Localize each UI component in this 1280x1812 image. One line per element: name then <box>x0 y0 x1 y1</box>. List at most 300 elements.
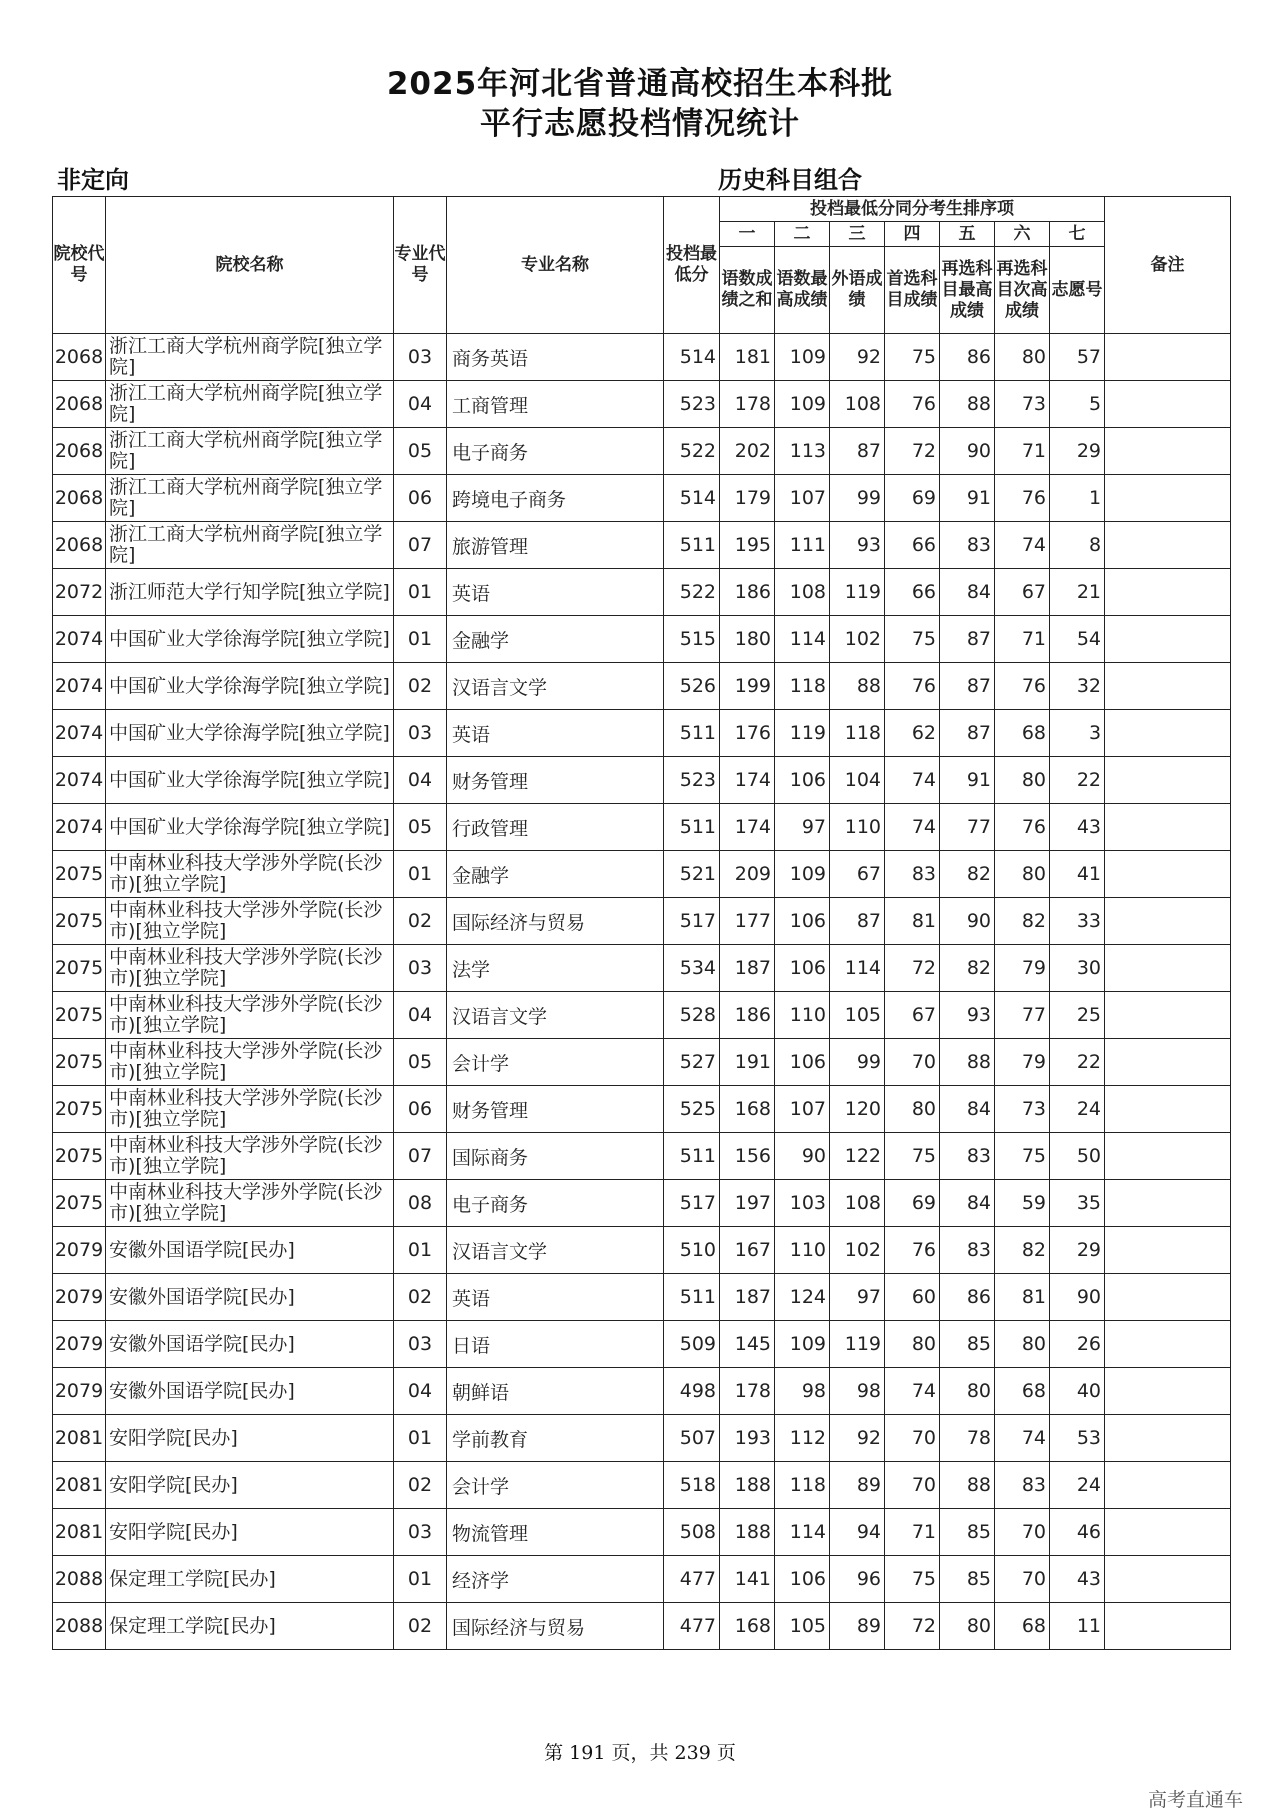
school-name-cell: 中南林业科技大学涉外学院(长沙市)[独立学院] <box>106 851 394 898</box>
major-name-cell: 物流管理 <box>447 1509 664 1556</box>
major-name-cell: 商务英语 <box>447 334 664 381</box>
table-row <box>53 710 1231 757</box>
preference-number-cell: 3 <box>1050 710 1105 757</box>
school-code-cell: 2075 <box>53 898 106 945</box>
tie-score-cell: 99 <box>830 475 885 522</box>
school-code-cell: 2074 <box>53 616 106 663</box>
major-code-cell: 03 <box>394 334 447 381</box>
school-name-cell: 安徽外国语学院[民办] <box>106 1274 394 1321</box>
remark-cell <box>1105 1133 1231 1180</box>
tie-score-cell: 88 <box>940 381 995 428</box>
tie-score-cell: 80 <box>995 334 1050 381</box>
major-name-cell: 财务管理 <box>447 1086 664 1133</box>
tie-score-cell: 88 <box>830 663 885 710</box>
tie-score-cell: 178 <box>720 1368 775 1415</box>
tie-score-cell: 109 <box>775 851 830 898</box>
remark-cell <box>1105 945 1231 992</box>
tie-score-cell: 108 <box>830 381 885 428</box>
school-name-cell: 安阳学院[民办] <box>106 1415 394 1462</box>
tie-score-cell: 188 <box>720 1509 775 1556</box>
tie-score-cell: 102 <box>830 616 885 663</box>
tie-score-cell: 106 <box>775 945 830 992</box>
header-tie-number: 七 <box>1050 222 1105 247</box>
page-title: 2025年河北省普通高校招生本科批 <box>386 66 894 102</box>
tie-score-cell: 71 <box>885 1509 940 1556</box>
tie-score-cell: 124 <box>775 1274 830 1321</box>
tie-score-cell: 79 <box>995 1039 1050 1086</box>
school-name-cell: 中国矿业大学徐海学院[独立学院] <box>106 663 394 710</box>
header-school-code: 院校代号 <box>53 197 106 334</box>
major-name-cell: 日语 <box>447 1321 664 1368</box>
tie-score-cell: 92 <box>830 334 885 381</box>
preference-number-cell: 11 <box>1050 1603 1105 1650</box>
table-row <box>53 992 1231 1039</box>
tie-score-cell: 174 <box>720 804 775 851</box>
min-score-cell: 508 <box>664 1509 720 1556</box>
table-row <box>53 804 1231 851</box>
watermark: 高考直通车 <box>1148 1789 1244 1811</box>
remark-cell <box>1105 663 1231 710</box>
school-name-cell: 中国矿业大学徐海学院[独立学院] <box>106 616 394 663</box>
major-code-cell: 03 <box>394 1321 447 1368</box>
table-row <box>53 1603 1231 1650</box>
tie-score-cell: 68 <box>995 1368 1050 1415</box>
major-name-cell: 学前教育 <box>447 1415 664 1462</box>
tie-score-cell: 75 <box>885 616 940 663</box>
header-min-score: 投档最低分 <box>664 197 720 334</box>
major-code-cell: 01 <box>394 1556 447 1603</box>
major-code-cell: 05 <box>394 804 447 851</box>
tie-score-cell: 107 <box>775 475 830 522</box>
tie-score-cell: 83 <box>940 522 995 569</box>
school-code-cell: 2074 <box>53 663 106 710</box>
preference-number-cell: 53 <box>1050 1415 1105 1462</box>
preference-number-cell: 33 <box>1050 898 1105 945</box>
school-name-cell: 中南林业科技大学涉外学院(长沙市)[独立学院] <box>106 898 394 945</box>
major-code-cell: 05 <box>394 428 447 475</box>
school-code-cell: 2074 <box>53 804 106 851</box>
school-code-cell: 2079 <box>53 1321 106 1368</box>
tie-score-cell: 93 <box>830 522 885 569</box>
tie-score-cell: 87 <box>940 710 995 757</box>
school-code-cell: 2072 <box>53 569 106 616</box>
preference-number-cell: 90 <box>1050 1274 1105 1321</box>
admission-table <box>52 196 1231 1650</box>
header-school-name: 院校名称 <box>106 197 394 334</box>
table-row <box>53 1462 1231 1509</box>
tie-score-cell: 85 <box>940 1556 995 1603</box>
preference-number-cell: 22 <box>1050 757 1105 804</box>
page-number: 第 191 页，共 239 页 <box>544 1742 736 1764</box>
major-name-cell: 英语 <box>447 710 664 757</box>
header-tie-number: 四 <box>885 222 940 247</box>
table-row <box>53 569 1231 616</box>
school-name-cell: 安徽外国语学院[民办] <box>106 1368 394 1415</box>
tie-score-cell: 119 <box>775 710 830 757</box>
major-name-cell: 行政管理 <box>447 804 664 851</box>
min-score-cell: 477 <box>664 1556 720 1603</box>
preference-number-cell: 57 <box>1050 334 1105 381</box>
tie-score-cell: 122 <box>830 1133 885 1180</box>
remark-cell <box>1105 1509 1231 1556</box>
school-name-cell: 中国矿业大学徐海学院[独立学院] <box>106 804 394 851</box>
remark-cell <box>1105 1180 1231 1227</box>
school-code-cell: 2075 <box>53 1039 106 1086</box>
tie-score-cell: 80 <box>995 851 1050 898</box>
table-row <box>53 1133 1231 1180</box>
tie-score-cell: 87 <box>940 663 995 710</box>
school-code-cell: 2081 <box>53 1462 106 1509</box>
school-code-cell: 2068 <box>53 381 106 428</box>
preference-number-cell: 43 <box>1050 1556 1105 1603</box>
tie-score-cell: 72 <box>885 428 940 475</box>
min-score-cell: 514 <box>664 475 720 522</box>
min-score-cell: 525 <box>664 1086 720 1133</box>
school-code-cell: 2074 <box>53 757 106 804</box>
tie-score-cell: 69 <box>885 1180 940 1227</box>
major-code-cell: 04 <box>394 757 447 804</box>
tie-score-cell: 70 <box>885 1415 940 1462</box>
tie-score-cell: 67 <box>885 992 940 1039</box>
min-score-cell: 522 <box>664 428 720 475</box>
major-name-cell: 朝鲜语 <box>447 1368 664 1415</box>
major-name-cell: 会计学 <box>447 1039 664 1086</box>
tie-score-cell: 197 <box>720 1180 775 1227</box>
tie-score-cell: 177 <box>720 898 775 945</box>
min-score-cell: 515 <box>664 616 720 663</box>
remark-cell <box>1105 1227 1231 1274</box>
school-code-cell: 2075 <box>53 1133 106 1180</box>
remark-cell <box>1105 710 1231 757</box>
header-tie-item: 语数成绩之和 <box>720 247 775 334</box>
tie-score-cell: 105 <box>775 1603 830 1650</box>
tie-score-cell: 74 <box>995 1415 1050 1462</box>
school-name-cell: 中国矿业大学徐海学院[独立学院] <box>106 757 394 804</box>
remark-cell <box>1105 757 1231 804</box>
table-row <box>53 898 1231 945</box>
tie-score-cell: 82 <box>940 851 995 898</box>
table-row <box>53 428 1231 475</box>
tie-score-cell: 80 <box>940 1368 995 1415</box>
school-name-cell: 浙江工商大学杭州商学院[独立学院] <box>106 522 394 569</box>
tie-score-cell: 108 <box>830 1180 885 1227</box>
tie-score-cell: 70 <box>885 1462 940 1509</box>
header-tie-number: 五 <box>940 222 995 247</box>
tie-score-cell: 80 <box>940 1603 995 1650</box>
remark-cell <box>1105 334 1231 381</box>
major-name-cell: 金融学 <box>447 616 664 663</box>
tie-score-cell: 112 <box>775 1415 830 1462</box>
header-tie-number: 六 <box>995 222 1050 247</box>
min-score-cell: 511 <box>664 522 720 569</box>
tie-score-cell: 195 <box>720 522 775 569</box>
min-score-cell: 523 <box>664 757 720 804</box>
tie-score-cell: 87 <box>830 898 885 945</box>
preference-number-cell: 32 <box>1050 663 1105 710</box>
min-score-cell: 518 <box>664 1462 720 1509</box>
preference-number-cell: 1 <box>1050 475 1105 522</box>
tie-score-cell: 77 <box>995 992 1050 1039</box>
tie-score-cell: 77 <box>940 804 995 851</box>
tie-score-cell: 104 <box>830 757 885 804</box>
header-tie-item: 首选科目成绩 <box>885 247 940 334</box>
preference-number-cell: 43 <box>1050 804 1105 851</box>
min-score-cell: 511 <box>664 1274 720 1321</box>
tie-score-cell: 83 <box>885 851 940 898</box>
table-row <box>53 1227 1231 1274</box>
tie-score-cell: 68 <box>995 710 1050 757</box>
table-row <box>53 1415 1231 1462</box>
tie-score-cell: 110 <box>775 1227 830 1274</box>
min-score-cell: 477 <box>664 1603 720 1650</box>
tie-score-cell: 119 <box>830 569 885 616</box>
header-remark: 备注 <box>1105 197 1231 334</box>
preference-number-cell: 35 <box>1050 1180 1105 1227</box>
remark-cell <box>1105 569 1231 616</box>
major-name-cell: 电子商务 <box>447 428 664 475</box>
header-tie-number: 二 <box>775 222 830 247</box>
tie-score-cell: 59 <box>995 1180 1050 1227</box>
tie-score-cell: 91 <box>940 475 995 522</box>
table-row <box>53 475 1231 522</box>
school-code-cell: 2075 <box>53 851 106 898</box>
preference-number-cell: 29 <box>1050 428 1105 475</box>
tie-score-cell: 66 <box>885 522 940 569</box>
tie-score-cell: 73 <box>995 381 1050 428</box>
tie-score-cell: 84 <box>940 569 995 616</box>
tie-score-cell: 69 <box>885 475 940 522</box>
tie-score-cell: 87 <box>830 428 885 475</box>
tie-score-cell: 199 <box>720 663 775 710</box>
school-code-cell: 2075 <box>53 992 106 1039</box>
tie-score-cell: 90 <box>940 428 995 475</box>
tie-score-cell: 67 <box>995 569 1050 616</box>
preference-number-cell: 24 <box>1050 1462 1105 1509</box>
tie-score-cell: 75 <box>885 1556 940 1603</box>
tie-score-cell: 88 <box>940 1039 995 1086</box>
table-row <box>53 663 1231 710</box>
tie-score-cell: 60 <box>885 1274 940 1321</box>
tie-score-cell: 67 <box>830 851 885 898</box>
tie-score-cell: 82 <box>940 945 995 992</box>
school-code-cell: 2075 <box>53 945 106 992</box>
tie-score-cell: 103 <box>775 1180 830 1227</box>
tie-score-cell: 88 <box>940 1462 995 1509</box>
school-code-cell: 2079 <box>53 1274 106 1321</box>
tie-score-cell: 91 <box>940 757 995 804</box>
min-score-cell: 514 <box>664 334 720 381</box>
remark-cell <box>1105 1556 1231 1603</box>
tie-score-cell: 92 <box>830 1415 885 1462</box>
school-name-cell: 保定理工学院[民办] <box>106 1603 394 1650</box>
header-major-code: 专业代号 <box>394 197 447 334</box>
school-name-cell: 中南林业科技大学涉外学院(长沙市)[独立学院] <box>106 945 394 992</box>
tie-score-cell: 70 <box>995 1509 1050 1556</box>
tie-score-cell: 68 <box>995 1603 1050 1650</box>
min-score-cell: 511 <box>664 1133 720 1180</box>
tie-score-cell: 80 <box>995 1321 1050 1368</box>
tie-score-cell: 81 <box>885 898 940 945</box>
tie-score-cell: 75 <box>995 1133 1050 1180</box>
tie-score-cell: 118 <box>775 1462 830 1509</box>
tie-score-cell: 109 <box>775 381 830 428</box>
tie-score-cell: 168 <box>720 1086 775 1133</box>
min-score-cell: 509 <box>664 1321 720 1368</box>
tie-score-cell: 75 <box>885 1133 940 1180</box>
tie-score-cell: 96 <box>830 1556 885 1603</box>
tie-score-cell: 74 <box>885 1368 940 1415</box>
remark-cell <box>1105 1321 1231 1368</box>
remark-cell <box>1105 804 1231 851</box>
tie-score-cell: 145 <box>720 1321 775 1368</box>
remark-cell <box>1105 381 1231 428</box>
preference-number-cell: 21 <box>1050 569 1105 616</box>
tie-score-cell: 102 <box>830 1227 885 1274</box>
tie-score-cell: 72 <box>885 1603 940 1650</box>
table-row <box>53 1039 1231 1086</box>
preference-number-cell: 41 <box>1050 851 1105 898</box>
school-code-cell: 2068 <box>53 334 106 381</box>
header-major-name: 专业名称 <box>447 197 664 334</box>
major-code-cell: 01 <box>394 1227 447 1274</box>
tie-score-cell: 74 <box>885 757 940 804</box>
tie-score-cell: 80 <box>885 1321 940 1368</box>
major-name-cell: 汉语言文学 <box>447 663 664 710</box>
major-name-cell: 工商管理 <box>447 381 664 428</box>
header-tie-number: 三 <box>830 222 885 247</box>
remark-cell <box>1105 1368 1231 1415</box>
school-code-cell: 2081 <box>53 1415 106 1462</box>
major-code-cell: 04 <box>394 381 447 428</box>
tie-score-cell: 209 <box>720 851 775 898</box>
preference-number-cell: 5 <box>1050 381 1105 428</box>
tie-score-cell: 107 <box>775 1086 830 1133</box>
tie-score-cell: 168 <box>720 1603 775 1650</box>
tie-score-cell: 109 <box>775 334 830 381</box>
major-code-cell: 06 <box>394 475 447 522</box>
tie-score-cell: 180 <box>720 616 775 663</box>
tie-score-cell: 119 <box>830 1321 885 1368</box>
preference-number-cell: 22 <box>1050 1039 1105 1086</box>
header-tie-item: 志愿号 <box>1050 247 1105 334</box>
tie-score-cell: 85 <box>940 1321 995 1368</box>
tie-score-cell: 187 <box>720 945 775 992</box>
remark-cell <box>1105 1415 1231 1462</box>
school-name-cell: 安徽外国语学院[民办] <box>106 1227 394 1274</box>
remark-cell <box>1105 898 1231 945</box>
major-code-cell: 08 <box>394 1180 447 1227</box>
major-code-cell: 03 <box>394 945 447 992</box>
min-score-cell: 521 <box>664 851 720 898</box>
tie-score-cell: 89 <box>830 1462 885 1509</box>
major-code-cell: 02 <box>394 663 447 710</box>
major-name-cell: 国际商务 <box>447 1133 664 1180</box>
table-row <box>53 757 1231 804</box>
table-row <box>53 1274 1231 1321</box>
school-code-cell: 2068 <box>53 428 106 475</box>
remark-cell <box>1105 992 1231 1039</box>
tie-score-cell: 106 <box>775 757 830 804</box>
major-name-cell: 英语 <box>447 1274 664 1321</box>
min-score-cell: 528 <box>664 992 720 1039</box>
major-name-cell: 会计学 <box>447 1462 664 1509</box>
school-name-cell: 浙江工商大学杭州商学院[独立学院] <box>106 428 394 475</box>
major-code-cell: 02 <box>394 1274 447 1321</box>
tie-score-cell: 178 <box>720 381 775 428</box>
major-code-cell: 03 <box>394 710 447 757</box>
tie-score-cell: 94 <box>830 1509 885 1556</box>
tie-score-cell: 82 <box>995 898 1050 945</box>
major-name-cell: 汉语言文学 <box>447 992 664 1039</box>
tie-score-cell: 141 <box>720 1556 775 1603</box>
major-name-cell: 金融学 <box>447 851 664 898</box>
min-score-cell: 527 <box>664 1039 720 1086</box>
remark-cell <box>1105 428 1231 475</box>
tie-score-cell: 114 <box>830 945 885 992</box>
school-name-cell: 安徽外国语学院[民办] <box>106 1321 394 1368</box>
tie-score-cell: 114 <box>775 616 830 663</box>
major-code-cell: 01 <box>394 851 447 898</box>
school-name-cell: 浙江工商大学杭州商学院[独立学院] <box>106 381 394 428</box>
school-code-cell: 2075 <box>53 1180 106 1227</box>
tie-score-cell: 71 <box>995 616 1050 663</box>
tie-score-cell: 113 <box>775 428 830 475</box>
tie-score-cell: 186 <box>720 569 775 616</box>
tie-score-cell: 97 <box>775 804 830 851</box>
table-row <box>53 522 1231 569</box>
tie-score-cell: 202 <box>720 428 775 475</box>
header-tie-number: 一 <box>720 222 775 247</box>
header-tie-item: 语数最高成绩 <box>775 247 830 334</box>
school-name-cell: 浙江工商大学杭州商学院[独立学院] <box>106 334 394 381</box>
tie-score-cell: 84 <box>940 1086 995 1133</box>
major-code-cell: 04 <box>394 992 447 1039</box>
tie-score-cell: 156 <box>720 1133 775 1180</box>
table-row <box>53 945 1231 992</box>
preference-number-cell: 29 <box>1050 1227 1105 1274</box>
subject-combination-label: 历史科目组合 <box>718 166 862 194</box>
tie-score-cell: 106 <box>775 1039 830 1086</box>
table-row <box>53 1368 1231 1415</box>
remark-cell <box>1105 851 1231 898</box>
min-score-cell: 498 <box>664 1368 720 1415</box>
school-code-cell: 2088 <box>53 1603 106 1650</box>
tie-score-cell: 66 <box>885 569 940 616</box>
tie-score-cell: 76 <box>995 804 1050 851</box>
school-name-cell: 中南林业科技大学涉外学院(长沙市)[独立学院] <box>106 1180 394 1227</box>
preference-number-cell: 8 <box>1050 522 1105 569</box>
school-name-cell: 浙江工商大学杭州商学院[独立学院] <box>106 475 394 522</box>
school-code-cell: 2081 <box>53 1509 106 1556</box>
major-code-cell: 04 <box>394 1368 447 1415</box>
tie-score-cell: 174 <box>720 757 775 804</box>
preference-number-cell: 30 <box>1050 945 1105 992</box>
remark-cell <box>1105 1603 1231 1650</box>
major-name-cell: 英语 <box>447 569 664 616</box>
tie-score-cell: 76 <box>995 475 1050 522</box>
tie-score-cell: 110 <box>775 992 830 1039</box>
school-name-cell: 保定理工学院[民办] <box>106 1556 394 1603</box>
min-score-cell: 511 <box>664 804 720 851</box>
major-code-cell: 02 <box>394 898 447 945</box>
school-code-cell: 2075 <box>53 1086 106 1133</box>
tie-score-cell: 85 <box>940 1509 995 1556</box>
tie-score-cell: 118 <box>830 710 885 757</box>
preference-number-cell: 46 <box>1050 1509 1105 1556</box>
tie-score-cell: 99 <box>830 1039 885 1086</box>
major-code-cell: 01 <box>394 1415 447 1462</box>
school-code-cell: 2079 <box>53 1368 106 1415</box>
